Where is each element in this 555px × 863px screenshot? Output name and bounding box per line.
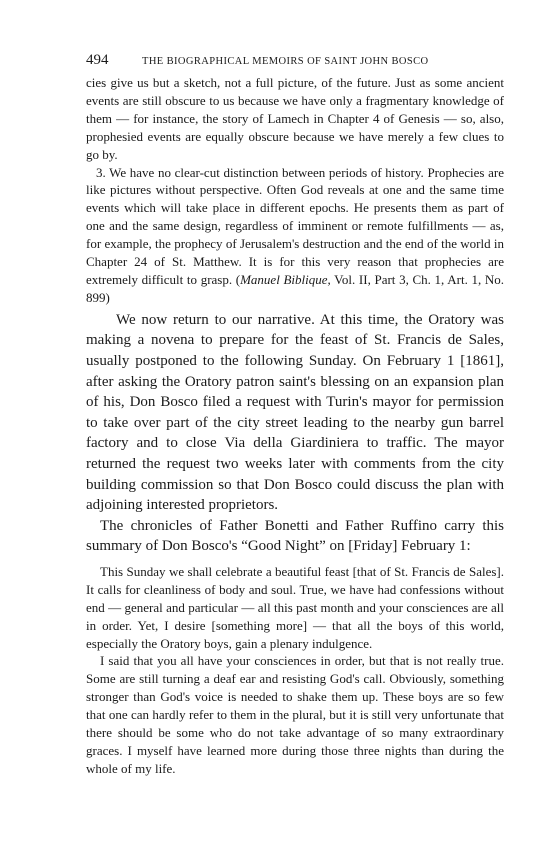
footnote-paragraph bbox=[86, 164, 504, 307]
footnote-paragraph: cies give us but a sketch, not a full picture, of the future. Just as some ancient events are still obscure to us because we have only a fragmentary knowledge of them — for instance, the story of Lamech in Chapter 4 of Genesis — so, also, prophesied events are equally obscure because we have merely a few clues to go by. bbox=[86, 75, 504, 162]
page-header bbox=[86, 52, 504, 74]
main-text bbox=[86, 310, 504, 557]
citation-details: Vol. II, Part 3, Ch. 1, Art. 1, No. 899) bbox=[86, 271, 505, 305]
quoted-good-night bbox=[86, 563, 504, 778]
citation-title: Manuel Biblique, bbox=[240, 271, 331, 287]
book-page bbox=[86, 52, 504, 778]
footnote-continuation bbox=[86, 74, 504, 307]
body-paragraph: We now return to our narrative. At this time, the Oratory was making a novena to prepare for the feast of St. Francis de Sales, usually postponed to the following Sunday. On February 1 [1861], after asking the Oratory patron saint's blessing on an expansion plan of his, Don Bosco filed a request with Turin's mayor for permission to take over part of the city street leading to the nearby gun barrel factory and to close Via della Giardiniera to traffic. The mayor returned the request two weeks later with comments from the city building commission so that Don Bosco could discuss the plan with adjoining interested proprietors. bbox=[86, 311, 504, 514]
footnote-text: 3. We have no clear-cut distinction between periods of history. Prophecies are like pictures without perspective. Often God reveals at one and the same time events which will take place in different epochs. He presents them as part of one and the same design, regardless of imminent or remote fulfillments — as, for example, the prophecy of Jerusalem's destruction and the end of the world in Chapter 24 of St. Matthew. It is for this very reason that prophecies are extremely difficult to grasp. ( bbox=[86, 164, 504, 287]
quote-paragraph: I said that you all have your consciences in order, but that is not really true. Some are still turning a deaf ear and resisting God's call. Obviously, something stronger than God's voice is needed to shake them up. These boys are so few that one can hardly refer to them in the plural, but it is still very unfortunate that there should be some who do not take advantage of so many extraordinary graces. I myself have learned more during those three nights than during the whole of my life. bbox=[86, 653, 504, 776]
page-number: 494 bbox=[86, 52, 109, 68]
running-head: THE BIOGRAPHICAL MEMOIRS OF SAINT JOHN BOSCO bbox=[142, 56, 429, 67]
body-paragraph: The chronicles of Father Bonetti and Father Ruffino carry this summary of Don Bosco's “Good Night” on [Friday] February 1: bbox=[86, 517, 504, 555]
quote-paragraph: This Sunday we shall celebrate a beautiful feast [that of St. Francis de Sales]. It calls for cleanliness of body and soul. True, we have had confessions without end — general and particular — all this past month and your consciences are all in order. Yet, I desire [something more] — that all the boys of this world, especially the Oratory boys, gain a plenary indulgence. bbox=[86, 563, 504, 651]
